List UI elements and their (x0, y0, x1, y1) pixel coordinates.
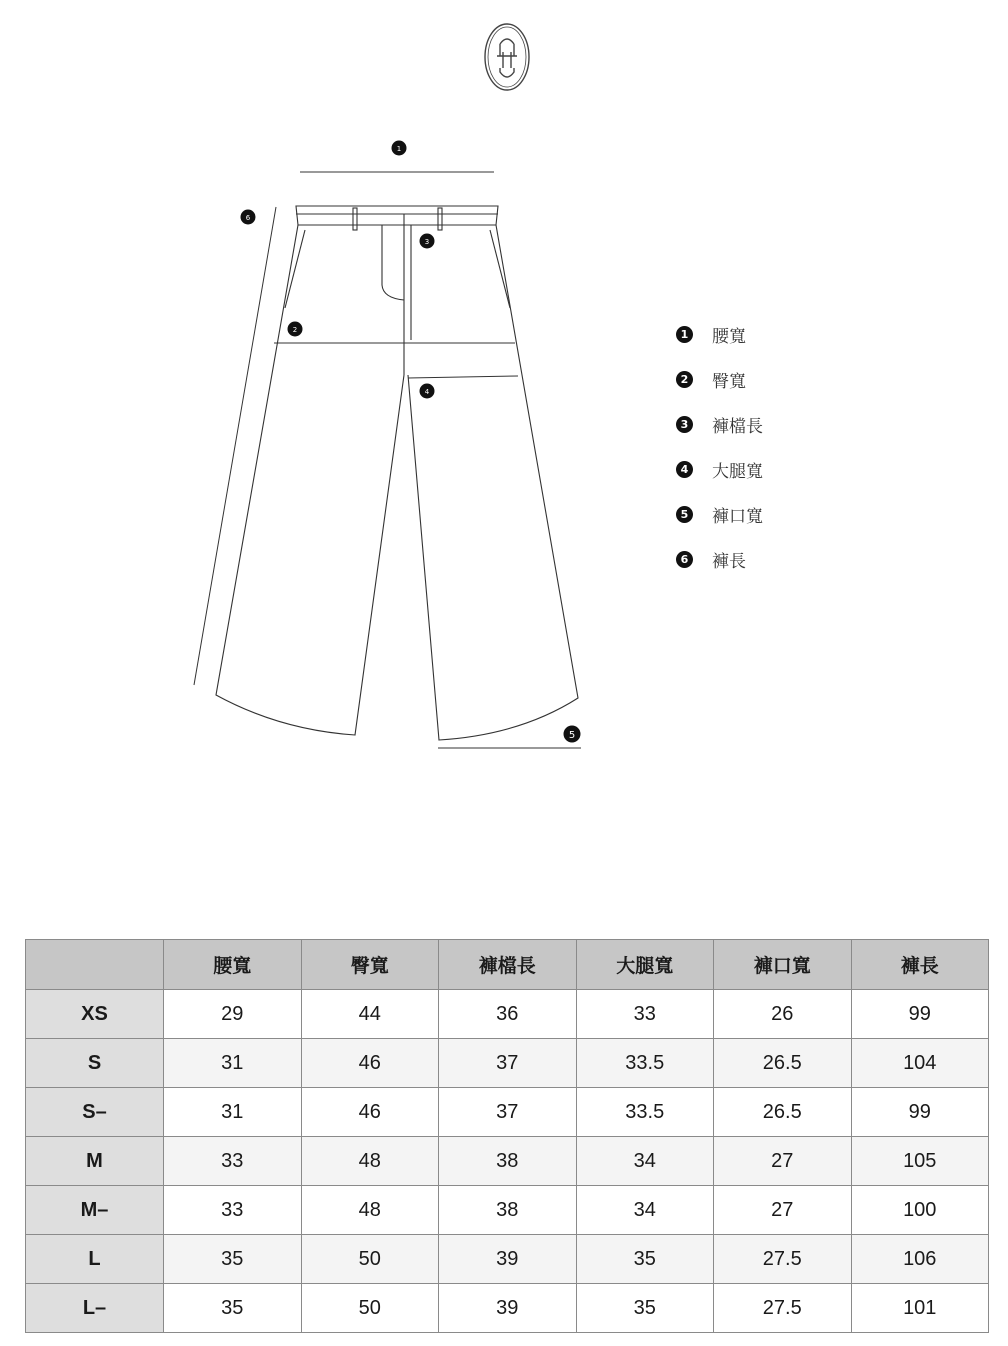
legend-item (676, 357, 763, 402)
table-cell: 44 (301, 990, 439, 1039)
legend-number-badge: 5 (676, 506, 693, 523)
table-cell: 26.5 (714, 1039, 852, 1088)
table-cell: 50 (301, 1235, 439, 1284)
column-header: 褲長 (851, 940, 989, 990)
table-cell: 99 (851, 1088, 989, 1137)
marker-4-label: 4 (424, 388, 430, 396)
marker-3 (420, 234, 435, 249)
marker-5-label: 5 (568, 730, 576, 741)
table-row (26, 1186, 989, 1235)
marker-2-label: 2 (292, 326, 298, 334)
table-cell: 27.5 (714, 1284, 852, 1333)
table-cell: 37 (439, 1039, 577, 1088)
table-cell: 31 (164, 1039, 302, 1088)
column-header: 腰寬 (164, 940, 302, 990)
thigh-measure-line (408, 376, 518, 378)
column-header: 大腿寬 (576, 940, 714, 990)
marker-1 (392, 141, 407, 156)
table-cell: 106 (851, 1235, 989, 1284)
table-cell: 29 (164, 990, 302, 1039)
table-row (26, 1284, 989, 1333)
legend-label: 腰寬 (712, 327, 746, 347)
marker-6 (241, 210, 256, 225)
legend-label: 臀寬 (712, 372, 746, 392)
table-cell: 33 (164, 1137, 302, 1186)
table-cell: 33.5 (576, 1039, 714, 1088)
legend-number-badge: 4 (676, 461, 693, 478)
table-cell: 99 (851, 990, 989, 1039)
table-cell: 39 (439, 1284, 577, 1333)
table-cell: 27 (714, 1186, 852, 1235)
table-cell: 50 (301, 1284, 439, 1333)
legend-number-badge: 6 (676, 551, 693, 568)
size-label-cell: L (26, 1235, 164, 1284)
marker-4 (420, 384, 435, 399)
size-label-cell: L– (26, 1284, 164, 1333)
legend-label: 褲口寬 (712, 507, 763, 527)
column-header: 臀寬 (301, 940, 439, 990)
size-chart-table (25, 939, 989, 1333)
table-cell: 27.5 (714, 1235, 852, 1284)
table-cell: 33 (576, 990, 714, 1039)
legend-item (676, 312, 763, 357)
size-label-cell: S– (26, 1088, 164, 1137)
table-cell: 31 (164, 1088, 302, 1137)
monogram-logo-icon (483, 22, 531, 92)
marker-6-label: 6 (245, 214, 251, 222)
marker-2 (288, 322, 303, 337)
table-cell: 27 (714, 1137, 852, 1186)
legend-label: 褲長 (712, 552, 746, 572)
pants-measurement-diagram (180, 130, 600, 770)
table-header-row (26, 940, 989, 990)
legend-number-badge: 2 (676, 371, 693, 388)
table-cell: 48 (301, 1137, 439, 1186)
size-label-cell: M– (26, 1186, 164, 1235)
table-cell: 39 (439, 1235, 577, 1284)
legend-number-badge: 1 (676, 326, 693, 343)
table-cell: 35 (164, 1284, 302, 1333)
legend-label: 大腿寬 (712, 462, 763, 482)
table-cell: 26 (714, 990, 852, 1039)
marker-1-label: 1 (396, 145, 402, 153)
legend-item (676, 492, 763, 537)
size-label-cell: XS (26, 990, 164, 1039)
table-row (26, 1088, 989, 1137)
table-row (26, 990, 989, 1039)
table-cell: 35 (576, 1284, 714, 1333)
marker-3-label: 3 (424, 238, 430, 246)
table-cell: 105 (851, 1137, 989, 1186)
table-cell: 46 (301, 1039, 439, 1088)
table-cell: 100 (851, 1186, 989, 1235)
table-cell: 46 (301, 1088, 439, 1137)
legend-number-badge: 3 (676, 416, 693, 433)
table-cell: 35 (164, 1235, 302, 1284)
column-header: 褲檔長 (439, 940, 577, 990)
table-cell: 26.5 (714, 1088, 852, 1137)
table-cell: 34 (576, 1137, 714, 1186)
table-cell: 38 (439, 1137, 577, 1186)
table-cell: 38 (439, 1186, 577, 1235)
table-cell: 37 (439, 1088, 577, 1137)
table-corner-cell (26, 940, 164, 990)
legend-item (676, 402, 763, 447)
size-label-cell: M (26, 1137, 164, 1186)
table-cell: 33 (164, 1186, 302, 1235)
measurement-legend (676, 312, 763, 582)
legend-item (676, 537, 763, 582)
length-measure-line (194, 207, 276, 685)
table-cell: 48 (301, 1186, 439, 1235)
column-header: 褲口寬 (714, 940, 852, 990)
table-row (26, 1137, 989, 1186)
table-cell: 33.5 (576, 1088, 714, 1137)
table-cell: 104 (851, 1039, 989, 1088)
measurement-lines (194, 172, 581, 748)
table-cell: 36 (439, 990, 577, 1039)
size-label-cell: S (26, 1039, 164, 1088)
table-cell: 101 (851, 1284, 989, 1333)
table-row (26, 1039, 989, 1088)
table-cell: 34 (576, 1186, 714, 1235)
legend-label: 褲檔長 (712, 417, 763, 437)
pants-outline (216, 206, 578, 740)
legend-item (676, 447, 763, 492)
table-row (26, 1235, 989, 1284)
marker-5 (564, 726, 581, 743)
table-cell: 35 (576, 1235, 714, 1284)
